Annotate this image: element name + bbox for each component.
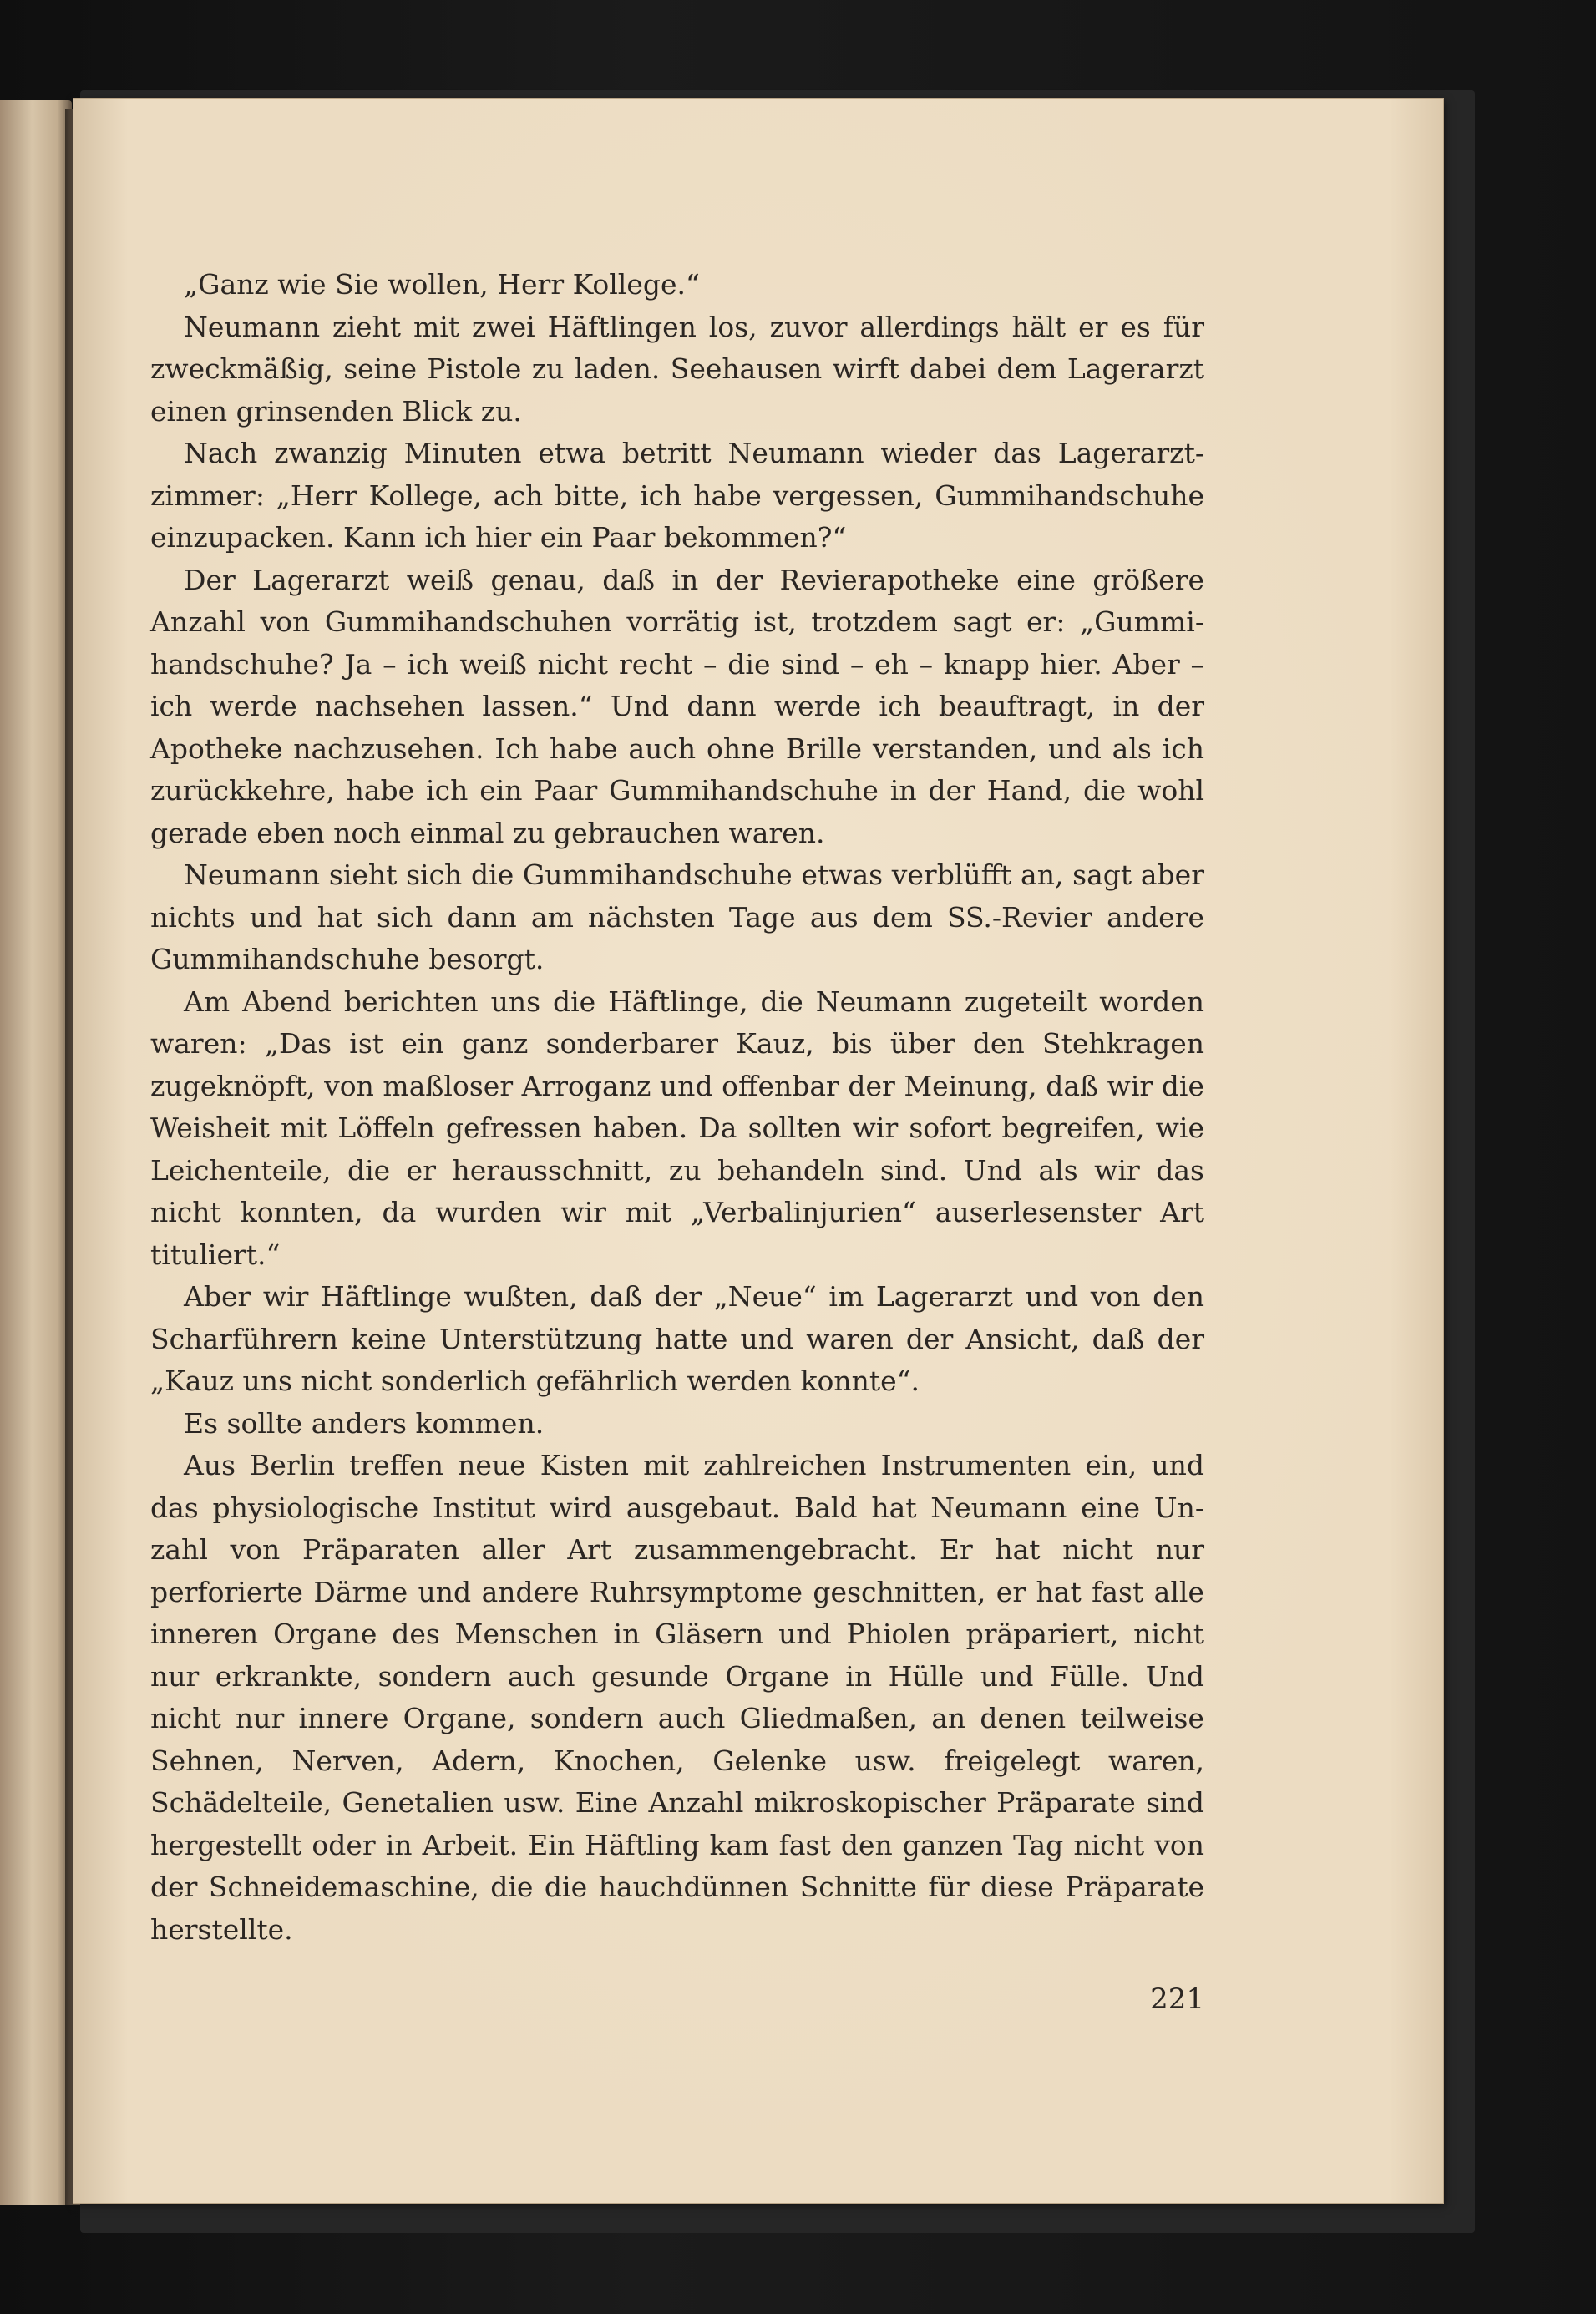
paragraph: Neumann sieht sich die Gummihandschuhe etwas verblüfft an, sagt aber nichts und hat sich dann am nächsten Tage aus dem SS.-Revier andere Gummihandschuhe besorgt. — [150, 858, 1204, 975]
paragraph: Nach zwanzig Minuten etwa betritt Neumann wieder das Lagerarztzimmer: „Herr Kollege, ach bitte, ich habe vergessen, Gummihandschuhe einzupacken. Kann ich hier ein Paar bekommen?“ — [150, 437, 1204, 554]
body-text — [150, 264, 1204, 1951]
page-number: 221 — [1150, 1982, 1204, 2016]
paragraph: Am Abend berichten uns die Häftlinge, die Neumann zugeteilt worden waren: „Das ist ein ganz sonderbarer Kauz, bis über den Stehkragen zugeknöpft, von maßloser Arroganz und offenbar der Meinung, daß wir die Weisheit mit Löffeln gefressen haben. Da sollten wir sofort begreifen, wie Leichenteile, die er herausschnitt, zu behandeln sind. Und als wir das nicht konnten, da wurden wir mit „Verbalinjurien“ auserlesenster Art tituliert.“ — [150, 985, 1204, 1271]
paragraph: Aus Berlin treffen neue Kisten mit zahlreichen Instrumenten ein, und das physiologische Institut wird ausgebaut. Bald hat Neumann eine Unzahl von Präparaten aller Art zusammengebracht. Er hat nicht nur perforierte Därme und andere Ruhrsymptome geschnitten, er hat fast alle inneren Organe des Menschen in Gläsern und Phiolen präpariert, nicht nur erkrankte, sondern auch gesunde Organe in Hülle und Fülle. Und nicht nur innere Organe, sondern auch Gliedmaßen, an denen teilweise Sehnen, Nerven, Adern, Knochen, Gelenke usw. freigelegt waren, Schädelteile, Genetalien usw. Eine Anzahl mikroskopischer Präparate sind hergestellt oder in Arbeit. Ein Häftling kam fast den ganzen Tag nicht von der Schneidemaschine, die die hauchdünnen Schnitte für diese Präparate herstellte. — [150, 1449, 1204, 1946]
paragraph: Es sollte anders kommen. — [184, 1406, 545, 1440]
paragraph: Aber wir Häftlinge wußten, daß der „Neue“ im Lagerarzt und von den Scharführern keine Unterstützung hatte und waren der Ansicht, daß der „Kauz uns nicht sonderlich gefährlich werden konnte“. — [150, 1280, 1204, 1397]
book-page — [73, 99, 1443, 2203]
left-page-edge — [0, 100, 72, 2205]
paragraph: „Ganz wie Sie wollen, Herr Kollege.“ — [184, 268, 700, 301]
paragraph: Der Lagerarzt weiß genau, daß in der Revierapotheke eine größere Anzahl von Gummihandschuhen vorrätig ist, trotzdem sagt er: „Gummihandschuhe? Ja – ich weiß nicht recht – die sind – eh – knapp hier. Aber – ich werde nachsehen lassen.“ Und dann werde ich beauftragt, in der Apotheke nachzusehen. Ich habe auch ohne Brille verstanden, und als ich zurückkehre, habe ich ein Paar Gummihandschuhe in der Hand, die wohl gerade eben noch einmal zu gebrauchen waren. — [150, 563, 1204, 849]
paragraph: Neumann zieht mit zwei Häftlingen los, zuvor allerdings hält er es für zweckmäßig, seine Pistole zu laden. Seehausen wirft dabei dem Lagerarzt einen grinsenden Blick zu. — [150, 310, 1204, 428]
